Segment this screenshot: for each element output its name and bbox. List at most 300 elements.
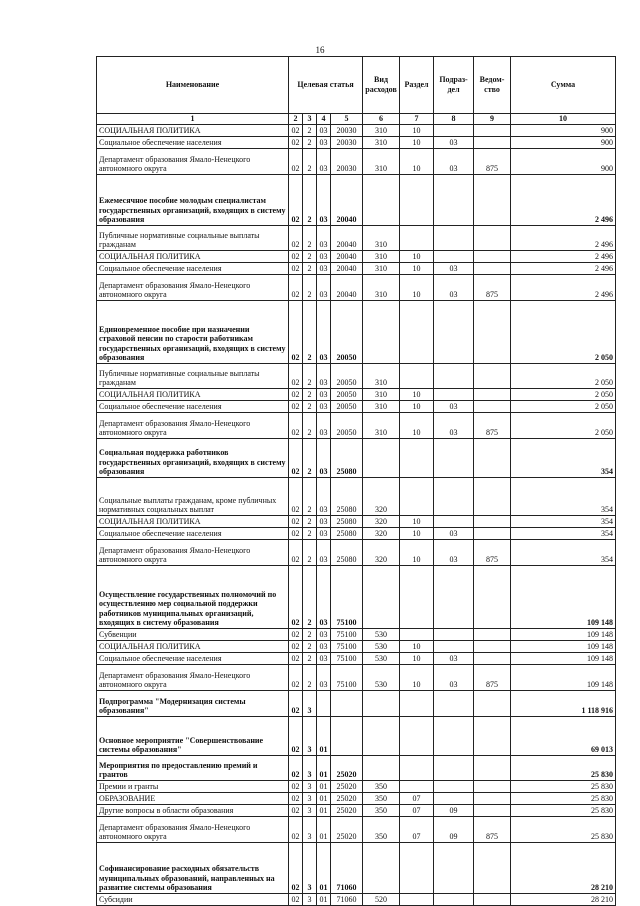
cell-podrazdel bbox=[434, 756, 474, 781]
header-target: Целевая статья bbox=[289, 57, 363, 114]
cell-row-name: Субсидии bbox=[97, 894, 289, 906]
cell-sum: 109 148 bbox=[511, 665, 616, 691]
cell-podrazdel bbox=[434, 364, 474, 389]
table-row bbox=[97, 439, 616, 478]
cell-code-a: 02 bbox=[289, 364, 303, 389]
cell-row-name: Осуществление государственных полномочий по осуществлению мер социальной поддержки работников муниципальных организаций, входящих в систему образования bbox=[97, 566, 289, 629]
cell-code-c: 01 bbox=[317, 894, 331, 906]
table-row bbox=[97, 301, 616, 364]
cell-razdel bbox=[400, 439, 434, 478]
cell-vedomstvo bbox=[474, 439, 511, 478]
cell-code-b: 3 bbox=[303, 691, 317, 717]
cell-vedomstvo bbox=[474, 894, 511, 906]
cell-code-d: 20040 bbox=[331, 263, 363, 275]
cell-razdel bbox=[400, 756, 434, 781]
cell-razdel: 10 bbox=[400, 665, 434, 691]
cell-razdel bbox=[400, 364, 434, 389]
cell-row-name: СОЦИАЛЬНАЯ ПОЛИТИКА bbox=[97, 516, 289, 528]
cell-razdel: 10 bbox=[400, 389, 434, 401]
cell-sum: 2 496 bbox=[511, 175, 616, 226]
cell-row-name: Социальное обеспечение населения bbox=[97, 263, 289, 275]
cell-code-d: 71060 bbox=[331, 843, 363, 894]
cell-code-b: 2 bbox=[303, 389, 317, 401]
cell-vedomstvo bbox=[474, 301, 511, 364]
table-row bbox=[97, 389, 616, 401]
cell-sum: 354 bbox=[511, 528, 616, 540]
cell-row-name: Социальное обеспечение населения bbox=[97, 528, 289, 540]
cell-razdel bbox=[400, 478, 434, 516]
cell-vedomstvo bbox=[474, 175, 511, 226]
cell-razdel: 07 bbox=[400, 793, 434, 805]
table-row bbox=[97, 478, 616, 516]
cell-code-c: 03 bbox=[317, 389, 331, 401]
cell-code-a: 02 bbox=[289, 137, 303, 149]
cell-row-name: ОБРАЗОВАНИЕ bbox=[97, 793, 289, 805]
cell-code-b: 2 bbox=[303, 149, 317, 175]
cell-code-b: 3 bbox=[303, 805, 317, 817]
cell-sum: 900 bbox=[511, 149, 616, 175]
cell-code-b: 2 bbox=[303, 516, 317, 528]
cell-vedomstvo bbox=[474, 793, 511, 805]
cell-code-a: 02 bbox=[289, 478, 303, 516]
cell-row-name: Другие вопросы в области образования bbox=[97, 805, 289, 817]
cell-code-a: 02 bbox=[289, 401, 303, 413]
cell-sum: 354 bbox=[511, 478, 616, 516]
cell-sum: 2 496 bbox=[511, 263, 616, 275]
cell-vid: 350 bbox=[363, 817, 400, 843]
cell-code-b: 2 bbox=[303, 125, 317, 137]
cell-code-d: 20050 bbox=[331, 301, 363, 364]
cell-code-c: 03 bbox=[317, 516, 331, 528]
cell-podrazdel bbox=[434, 717, 474, 756]
table-row bbox=[97, 175, 616, 226]
cell-code-c: 03 bbox=[317, 540, 331, 566]
cell-code-c: 03 bbox=[317, 175, 331, 226]
cell-vedomstvo bbox=[474, 528, 511, 540]
table-header-row bbox=[97, 57, 616, 114]
cell-vid bbox=[363, 691, 400, 717]
cell-code-b: 2 bbox=[303, 175, 317, 226]
cell-code-a: 02 bbox=[289, 653, 303, 665]
cell-vid: 320 bbox=[363, 528, 400, 540]
cell-sum: 109 148 bbox=[511, 653, 616, 665]
cell-razdel bbox=[400, 629, 434, 641]
cell-code-c: 03 bbox=[317, 263, 331, 275]
cell-sum: 109 148 bbox=[511, 641, 616, 653]
cell-code-c: 03 bbox=[317, 275, 331, 301]
cell-code-c: 03 bbox=[317, 251, 331, 263]
cell-razdel: 10 bbox=[400, 653, 434, 665]
cell-row-name: СОЦИАЛЬНАЯ ПОЛИТИКА bbox=[97, 641, 289, 653]
cell-code-d: 25020 bbox=[331, 817, 363, 843]
cell-vedomstvo bbox=[474, 629, 511, 641]
cell-razdel: 10 bbox=[400, 413, 434, 439]
cell-vedomstvo bbox=[474, 717, 511, 756]
cell-code-b: 2 bbox=[303, 665, 317, 691]
cell-row-name: Публичные нормативные социальные выплаты гражданам bbox=[97, 364, 289, 389]
cell-podrazdel: 03 bbox=[434, 263, 474, 275]
cell-podrazdel: 03 bbox=[434, 137, 474, 149]
cell-code-c: 01 bbox=[317, 817, 331, 843]
cell-vid bbox=[363, 301, 400, 364]
cell-vedomstvo bbox=[474, 389, 511, 401]
cell-vid: 310 bbox=[363, 389, 400, 401]
cell-podrazdel: 03 bbox=[434, 149, 474, 175]
cell-vedomstvo bbox=[474, 125, 511, 137]
cell-podrazdel bbox=[434, 251, 474, 263]
cell-sum: 2 050 bbox=[511, 389, 616, 401]
cell-code-d: 25020 bbox=[331, 781, 363, 793]
table-row bbox=[97, 226, 616, 251]
table-row bbox=[97, 843, 616, 894]
cell-vedomstvo: 875 bbox=[474, 413, 511, 439]
cell-vid: 310 bbox=[363, 413, 400, 439]
cell-code-c: 03 bbox=[317, 301, 331, 364]
table-row bbox=[97, 566, 616, 629]
cell-vid bbox=[363, 843, 400, 894]
table-row bbox=[97, 149, 616, 175]
cell-code-c: 03 bbox=[317, 566, 331, 629]
table-row bbox=[97, 413, 616, 439]
cell-code-a: 02 bbox=[289, 756, 303, 781]
cell-podrazdel bbox=[434, 566, 474, 629]
cell-row-name: Ежемесячное пособие молодым специалистам государственных организаций, входящих в систему образования bbox=[97, 175, 289, 226]
header-vid: Вид расходов bbox=[363, 57, 400, 114]
cell-code-d: 20040 bbox=[331, 175, 363, 226]
cell-podrazdel bbox=[434, 439, 474, 478]
cell-code-b: 2 bbox=[303, 226, 317, 251]
cell-razdel: 10 bbox=[400, 137, 434, 149]
cell-sum: 2 050 bbox=[511, 364, 616, 389]
cell-sum: 2 050 bbox=[511, 413, 616, 439]
cell-vedomstvo: 875 bbox=[474, 149, 511, 175]
cell-sum: 900 bbox=[511, 125, 616, 137]
cell-code-a: 02 bbox=[289, 263, 303, 275]
cell-sum: 25 830 bbox=[511, 805, 616, 817]
cell-code-a: 02 bbox=[289, 413, 303, 439]
cell-sum: 25 830 bbox=[511, 756, 616, 781]
cell-code-a: 02 bbox=[289, 665, 303, 691]
cell-row-name: СОЦИАЛЬНАЯ ПОЛИТИКА bbox=[97, 251, 289, 263]
cell-sum: 25 830 bbox=[511, 793, 616, 805]
column-number-row bbox=[97, 114, 616, 125]
table-row bbox=[97, 756, 616, 781]
cell-row-name: Подпрограмма "Модернизация системы образования" bbox=[97, 691, 289, 717]
table-row bbox=[97, 251, 616, 263]
cell-code-c: 03 bbox=[317, 125, 331, 137]
cell-razdel bbox=[400, 691, 434, 717]
cell-code-d: 20040 bbox=[331, 251, 363, 263]
table-row bbox=[97, 137, 616, 149]
cell-sum: 28 210 bbox=[511, 843, 616, 894]
cell-podrazdel bbox=[434, 301, 474, 364]
cell-code-a: 02 bbox=[289, 793, 303, 805]
cell-vedomstvo bbox=[474, 137, 511, 149]
cell-row-name: Департамент образования Ямало-Ненецкого автономного округа bbox=[97, 413, 289, 439]
header-name: Наименование bbox=[97, 57, 289, 114]
cell-code-a: 02 bbox=[289, 629, 303, 641]
cell-vid bbox=[363, 756, 400, 781]
cell-code-c: 01 bbox=[317, 781, 331, 793]
cell-code-d: 25020 bbox=[331, 793, 363, 805]
cell-row-name: Социальная поддержка работников государственных организаций, входящих в систему образования bbox=[97, 439, 289, 478]
colnum: 1 bbox=[97, 114, 289, 125]
table-row bbox=[97, 263, 616, 275]
cell-sum: 354 bbox=[511, 540, 616, 566]
cell-podrazdel bbox=[434, 125, 474, 137]
colnum: 2 bbox=[289, 114, 303, 125]
cell-row-name: Департамент образования Ямало-Ненецкого автономного округа bbox=[97, 149, 289, 175]
cell-sum: 2 496 bbox=[511, 251, 616, 263]
cell-code-a: 02 bbox=[289, 781, 303, 793]
cell-vid: 350 bbox=[363, 793, 400, 805]
budget-table bbox=[96, 56, 616, 906]
cell-sum: 354 bbox=[511, 516, 616, 528]
cell-razdel bbox=[400, 894, 434, 906]
cell-razdel: 10 bbox=[400, 401, 434, 413]
cell-code-a: 02 bbox=[289, 894, 303, 906]
cell-podrazdel bbox=[434, 641, 474, 653]
cell-code-a: 02 bbox=[289, 149, 303, 175]
cell-code-d: 20050 bbox=[331, 401, 363, 413]
cell-code-d: 75100 bbox=[331, 653, 363, 665]
cell-podrazdel: 09 bbox=[434, 805, 474, 817]
cell-code-b: 2 bbox=[303, 641, 317, 653]
cell-vedomstvo bbox=[474, 516, 511, 528]
cell-row-name: Социальные выплаты гражданам, кроме публичных нормативных социальных выплат bbox=[97, 478, 289, 516]
cell-sum: 25 830 bbox=[511, 817, 616, 843]
cell-podrazdel: 03 bbox=[434, 653, 474, 665]
cell-vedomstvo bbox=[474, 805, 511, 817]
colnum: 3 bbox=[303, 114, 317, 125]
cell-row-name: Основное мероприятие "Совершенствование системы образования" bbox=[97, 717, 289, 756]
cell-vid: 310 bbox=[363, 251, 400, 263]
cell-sum: 900 bbox=[511, 137, 616, 149]
cell-code-d: 25020 bbox=[331, 756, 363, 781]
cell-sum: 69 013 bbox=[511, 717, 616, 756]
cell-code-a: 02 bbox=[289, 226, 303, 251]
cell-code-d: 20050 bbox=[331, 364, 363, 389]
cell-razdel bbox=[400, 566, 434, 629]
cell-row-name: Департамент образования Ямало-Ненецкого автономного округа bbox=[97, 817, 289, 843]
table-row bbox=[97, 781, 616, 793]
colnum: 5 bbox=[331, 114, 363, 125]
cell-code-d: 20030 bbox=[331, 125, 363, 137]
table-row bbox=[97, 540, 616, 566]
cell-vid: 320 bbox=[363, 516, 400, 528]
cell-podrazdel bbox=[434, 793, 474, 805]
cell-row-name: Департамент образования Ямало-Ненецкого автономного округа bbox=[97, 540, 289, 566]
table-row bbox=[97, 401, 616, 413]
cell-code-c: 03 bbox=[317, 629, 331, 641]
cell-code-c: 03 bbox=[317, 226, 331, 251]
cell-code-b: 2 bbox=[303, 629, 317, 641]
colnum: 7 bbox=[400, 114, 434, 125]
table-row bbox=[97, 665, 616, 691]
cell-code-d: 20050 bbox=[331, 413, 363, 439]
cell-code-a: 02 bbox=[289, 125, 303, 137]
cell-code-d: 25080 bbox=[331, 540, 363, 566]
header-vedomstvo: Ведом-ство bbox=[474, 57, 511, 114]
cell-code-c: 03 bbox=[317, 528, 331, 540]
cell-code-b: 2 bbox=[303, 364, 317, 389]
page-number: 16 bbox=[315, 45, 325, 55]
cell-podrazdel bbox=[434, 226, 474, 251]
cell-code-d bbox=[331, 691, 363, 717]
cell-sum: 1 118 916 bbox=[511, 691, 616, 717]
cell-code-d: 75100 bbox=[331, 629, 363, 641]
table-row bbox=[97, 275, 616, 301]
cell-code-d: 20040 bbox=[331, 226, 363, 251]
cell-podrazdel bbox=[434, 478, 474, 516]
cell-vedomstvo bbox=[474, 251, 511, 263]
cell-vid: 520 bbox=[363, 894, 400, 906]
cell-sum: 354 bbox=[511, 439, 616, 478]
cell-code-b: 3 bbox=[303, 843, 317, 894]
table-row bbox=[97, 805, 616, 817]
cell-vid: 350 bbox=[363, 805, 400, 817]
cell-code-d: 20030 bbox=[331, 137, 363, 149]
cell-vid: 310 bbox=[363, 125, 400, 137]
cell-row-name: Департамент образования Ямало-Ненецкого автономного округа bbox=[97, 275, 289, 301]
cell-vedomstvo bbox=[474, 263, 511, 275]
cell-vedomstvo bbox=[474, 478, 511, 516]
cell-code-b: 2 bbox=[303, 653, 317, 665]
cell-code-c: 03 bbox=[317, 413, 331, 439]
cell-code-c: 03 bbox=[317, 665, 331, 691]
cell-vedomstvo bbox=[474, 691, 511, 717]
cell-vid bbox=[363, 717, 400, 756]
table-row bbox=[97, 629, 616, 641]
table-row bbox=[97, 364, 616, 389]
cell-vedomstvo: 875 bbox=[474, 665, 511, 691]
cell-code-c: 03 bbox=[317, 478, 331, 516]
cell-code-d: 25080 bbox=[331, 439, 363, 478]
cell-code-a: 02 bbox=[289, 275, 303, 301]
table-row bbox=[97, 528, 616, 540]
cell-row-name: Социальное обеспечение населения bbox=[97, 401, 289, 413]
cell-code-c: 01 bbox=[317, 843, 331, 894]
colnum: 10 bbox=[511, 114, 616, 125]
cell-vid: 530 bbox=[363, 641, 400, 653]
cell-code-a: 02 bbox=[289, 251, 303, 263]
cell-code-a: 02 bbox=[289, 843, 303, 894]
cell-vedomstvo bbox=[474, 566, 511, 629]
cell-row-name: Софинансирование расходных обязательств муниципальных образований, направленных на развитие системы образования bbox=[97, 843, 289, 894]
cell-code-b: 2 bbox=[303, 566, 317, 629]
cell-code-a: 02 bbox=[289, 301, 303, 364]
cell-sum: 2 496 bbox=[511, 226, 616, 251]
cell-sum: 2 050 bbox=[511, 301, 616, 364]
cell-code-a: 02 bbox=[289, 566, 303, 629]
cell-razdel bbox=[400, 301, 434, 364]
cell-code-c: 01 bbox=[317, 717, 331, 756]
cell-row-name: Социальное обеспечение населения bbox=[97, 137, 289, 149]
cell-row-name: Департамент образования Ямало-Ненецкого автономного округа bbox=[97, 665, 289, 691]
cell-razdel bbox=[400, 717, 434, 756]
cell-podrazdel bbox=[434, 629, 474, 641]
cell-code-a: 02 bbox=[289, 175, 303, 226]
cell-code-b: 2 bbox=[303, 251, 317, 263]
table-row bbox=[97, 516, 616, 528]
colnum: 9 bbox=[474, 114, 511, 125]
cell-vid: 310 bbox=[363, 263, 400, 275]
cell-code-a: 02 bbox=[289, 439, 303, 478]
cell-vid: 310 bbox=[363, 149, 400, 175]
cell-podrazdel bbox=[434, 516, 474, 528]
cell-code-a: 02 bbox=[289, 516, 303, 528]
cell-code-d bbox=[331, 717, 363, 756]
cell-podrazdel: 03 bbox=[434, 528, 474, 540]
cell-code-b: 2 bbox=[303, 413, 317, 439]
cell-vid: 310 bbox=[363, 364, 400, 389]
cell-razdel: 10 bbox=[400, 528, 434, 540]
cell-code-d: 25020 bbox=[331, 805, 363, 817]
cell-code-c: 03 bbox=[317, 653, 331, 665]
cell-sum: 2 496 bbox=[511, 275, 616, 301]
cell-code-b: 2 bbox=[303, 263, 317, 275]
cell-vid: 530 bbox=[363, 653, 400, 665]
cell-vid: 310 bbox=[363, 226, 400, 251]
cell-vid bbox=[363, 566, 400, 629]
cell-razdel: 10 bbox=[400, 251, 434, 263]
cell-code-b: 3 bbox=[303, 894, 317, 906]
table-row bbox=[97, 691, 616, 717]
cell-sum: 109 148 bbox=[511, 566, 616, 629]
cell-podrazdel bbox=[434, 389, 474, 401]
cell-vid: 310 bbox=[363, 275, 400, 301]
table-row bbox=[97, 641, 616, 653]
cell-razdel bbox=[400, 843, 434, 894]
table-row bbox=[97, 817, 616, 843]
cell-code-c: 03 bbox=[317, 364, 331, 389]
cell-vedomstvo bbox=[474, 226, 511, 251]
cell-code-b: 2 bbox=[303, 401, 317, 413]
cell-code-b: 2 bbox=[303, 439, 317, 478]
cell-vedomstvo bbox=[474, 364, 511, 389]
cell-code-d: 20040 bbox=[331, 275, 363, 301]
cell-code-a: 02 bbox=[289, 540, 303, 566]
cell-vid: 320 bbox=[363, 540, 400, 566]
cell-vid: 350 bbox=[363, 781, 400, 793]
header-razdel: Раздел bbox=[400, 57, 434, 114]
cell-row-name: Субвенции bbox=[97, 629, 289, 641]
cell-code-d: 20030 bbox=[331, 149, 363, 175]
cell-code-b: 2 bbox=[303, 137, 317, 149]
cell-vid bbox=[363, 439, 400, 478]
table-row bbox=[97, 653, 616, 665]
cell-code-b: 2 bbox=[303, 275, 317, 301]
cell-razdel bbox=[400, 781, 434, 793]
cell-vedomstvo bbox=[474, 756, 511, 781]
cell-code-a: 02 bbox=[289, 805, 303, 817]
cell-row-name: Социальное обеспечение населения bbox=[97, 653, 289, 665]
cell-code-b: 3 bbox=[303, 756, 317, 781]
cell-sum: 2 050 bbox=[511, 401, 616, 413]
cell-row-name: Мероприятия по предоставлению премий и грантов bbox=[97, 756, 289, 781]
cell-code-a: 02 bbox=[289, 528, 303, 540]
cell-sum: 109 148 bbox=[511, 629, 616, 641]
cell-row-name: Единовременное пособие при назначении страховой пенсии по старости работникам государственных организаций, входящих в систему образования bbox=[97, 301, 289, 364]
cell-vid bbox=[363, 175, 400, 226]
colnum: 6 bbox=[363, 114, 400, 125]
cell-podrazdel bbox=[434, 781, 474, 793]
cell-row-name: Премии и гранты bbox=[97, 781, 289, 793]
header-summa: Сумма bbox=[511, 57, 616, 114]
cell-vid: 320 bbox=[363, 478, 400, 516]
cell-code-a: 02 bbox=[289, 717, 303, 756]
cell-code-c: 01 bbox=[317, 805, 331, 817]
